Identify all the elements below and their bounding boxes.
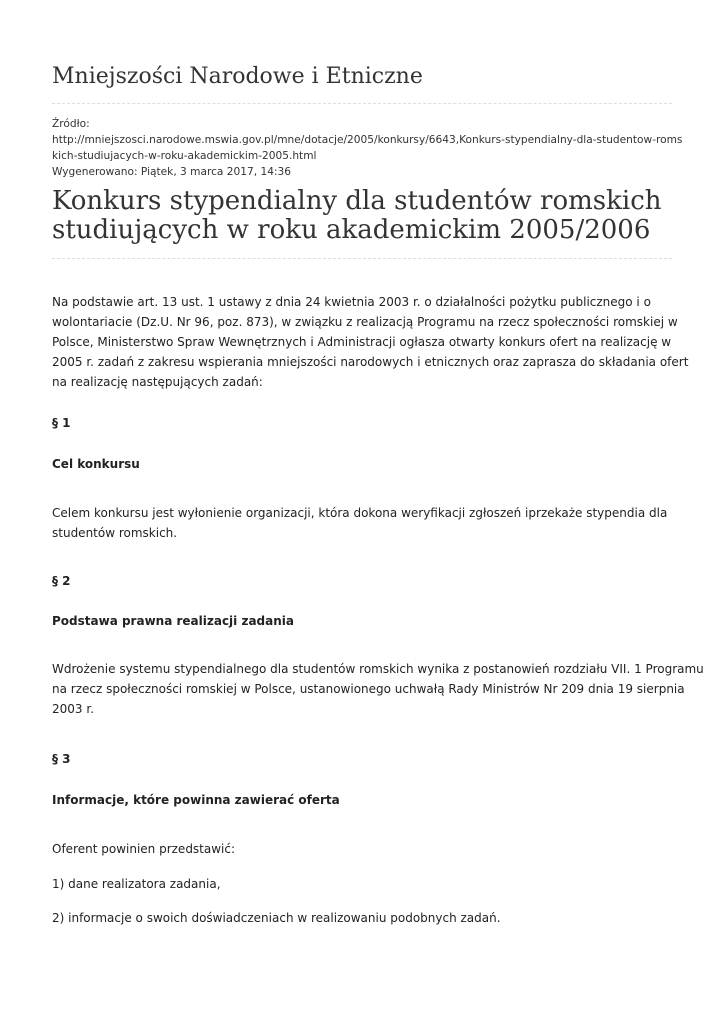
intro-line: Na podstawie art. 13 ust. 1 ustawy z dnia 24 kwietnia 2003 r. o działalności pożytku publicznego i o <box>52 295 651 309</box>
section-2-paragraph <box>52 659 704 719</box>
source-url-line-2: kich-studiujacych-w-roku-akademickim-2005.html <box>52 150 317 162</box>
intro-paragraph <box>52 292 689 392</box>
intro-line: na realizację następujących zadań: <box>52 375 263 389</box>
generated-date: Wygenerowano: Piątek, 3 marca 2017, 14:36 <box>52 166 292 178</box>
section-2-number: § 2 <box>52 574 71 588</box>
section-1-paragraph <box>52 503 677 543</box>
intro-line: Polsce, Ministerstwo Spraw Wewnętrznych i Administracji ogłasza otwarty konkurs ofert na realizację w <box>52 335 672 349</box>
source-label: Źródło: <box>52 118 90 130</box>
section-2-heading: Podstawa prawna realizacji zadania <box>52 614 294 628</box>
title-divider <box>52 258 672 259</box>
header-divider <box>52 103 672 104</box>
section-1-line: studentów romskich. <box>52 526 178 540</box>
document-title-line-2: studiujących w roku akademickim 2005/2006 <box>52 215 651 245</box>
section-3-item: 1) dane realizatora zadania, <box>52 877 221 891</box>
source-meta <box>52 116 683 180</box>
section-1-number: § 1 <box>52 416 71 430</box>
section-2-line: Wdrożenie systemu stypendialnego dla studentów romskich wynika z postanowień rozdziału VII. 1 Programu <box>52 662 704 676</box>
document-title-line-1: Konkurs stypendialny dla studentów romskich <box>52 186 662 216</box>
section-3-heading: Informacje, które powinna zawierać oferta <box>52 793 340 807</box>
intro-line: 2005 r. zadań z zakresu wspierania mniejszości narodowych i etnicznych oraz zaprasza do składania ofert <box>52 355 689 369</box>
section-3-number: § 3 <box>52 752 71 766</box>
source-url-line-1: http://mniejszosci.narodowe.mswia.gov.pl/mne/dotacje/2005/konkursy/6643,Konkurs-stypendialny-dla-studentow-roms <box>52 134 683 146</box>
section-3-intro: Oferent powinien przedstawić: <box>52 842 236 856</box>
intro-line: wolontariacie (Dz.U. Nr 96, poz. 873), w związku z realizacją Programu na rzecz społeczności romskiej w <box>52 315 678 329</box>
site-title: Mniejszości Narodowe i Etniczne <box>52 64 423 89</box>
document-title <box>52 187 672 245</box>
section-1-heading: Cel konkursu <box>52 457 140 471</box>
section-2-line: na rzecz społeczności romskiej w Polsce, ustanowionego uchwałą Rady Ministrów Nr 209 dnia 19 sierpnia <box>52 682 685 696</box>
section-2-line: 2003 r. <box>52 702 94 716</box>
section-1-line: Celem konkursu jest wyłonienie organizacji, która dokona weryfikacji zgłoszeń iprzekaże stypendia dla <box>52 506 668 520</box>
section-3-item: 2) informacje o swoich doświadczeniach w realizowaniu podobnych zadań. <box>52 911 501 925</box>
